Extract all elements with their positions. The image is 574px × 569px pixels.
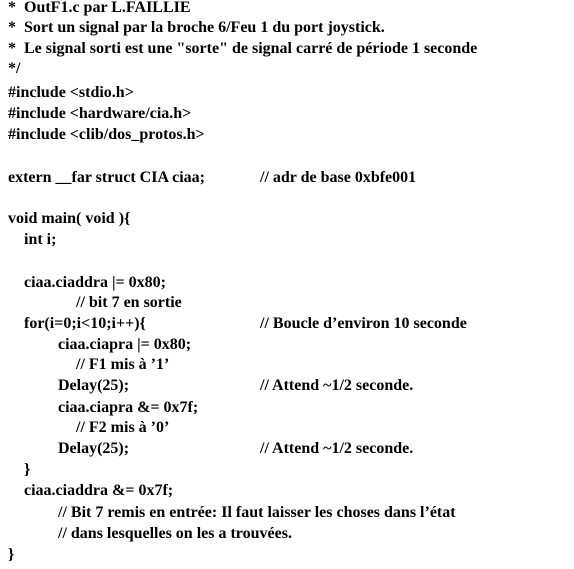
code-comment: // Attend ~1/2 seconde. — [260, 440, 414, 457]
code-line — [8, 168, 417, 188]
code-text: ciaa.ciaddra |= 0x80; — [24, 274, 166, 291]
code-line — [24, 314, 467, 334]
code-comment: // Attend ~1/2 seconde. — [260, 377, 414, 394]
code-text: // Bit 7 remis en entrée: Il faut laisser les choses dans l’état — [58, 504, 456, 521]
code-text: // F1 mis à ’1’ — [76, 356, 170, 373]
code-text: * Sort un signal par la broche 6/Feu 1 du port joystick. — [8, 19, 385, 36]
code-text: * Le signal sorti est une "sorte" de signal carré de période 1 seconde — [8, 40, 478, 57]
code-comment: // Boucle d’environ 10 seconde — [260, 315, 467, 332]
code-text: */ — [8, 60, 21, 77]
code-text: * OutF1.c par L.FAILLIE — [8, 0, 191, 16]
code-text: } — [24, 461, 31, 478]
code-text: // dans lesquelles on les a trouvées. — [58, 525, 292, 542]
code-text: // bit 7 en sortie — [76, 294, 182, 311]
code-text: #include <stdio.h> — [8, 84, 134, 101]
code-text: #include <hardware/cia.h> — [8, 105, 192, 122]
code-text: ciaa.ciaddra &= 0x7f; — [24, 482, 174, 499]
code-text: // F2 mis à ’0’ — [76, 419, 170, 436]
code-comment: // adr de base 0xbfe001 — [260, 169, 417, 186]
code-line — [58, 376, 414, 396]
code-text: } — [8, 546, 15, 563]
code-text: #include <clib/dos_protos.h> — [8, 126, 205, 143]
code-text: ciaa.ciapra &= 0x7f; — [58, 399, 199, 416]
code-text: int i; — [24, 231, 57, 248]
code-text: ciaa.ciapra |= 0x80; — [58, 336, 192, 353]
code-text: extern __far struct CIA ciaa; — [8, 169, 205, 186]
code-text: void main( void ){ — [8, 210, 131, 227]
code-line — [58, 439, 414, 459]
code-text: for(i=0;i<10;i++){ — [24, 315, 146, 332]
code-text: Delay(25); — [58, 377, 130, 394]
code-text: Delay(25); — [58, 440, 130, 457]
